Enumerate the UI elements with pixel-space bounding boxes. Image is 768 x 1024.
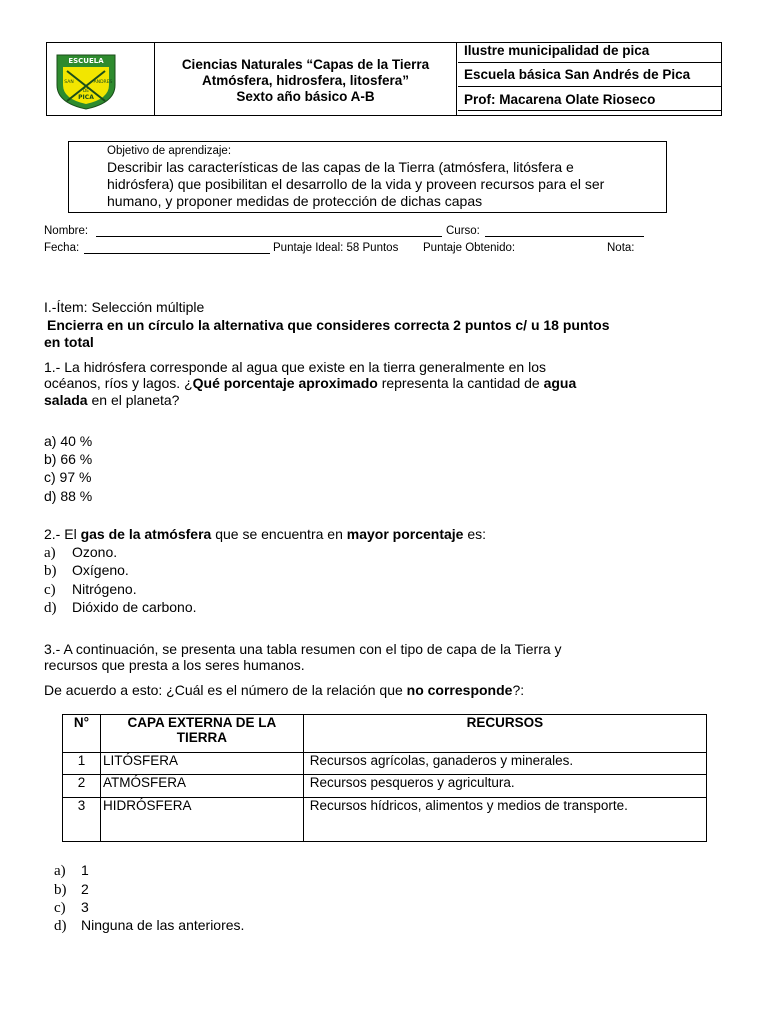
- q2-option-a[interactable]: a) Ozono.: [44, 544, 118, 561]
- header-table: [46, 42, 722, 116]
- school-rule-1: [458, 62, 722, 63]
- row-3-recursos: Recursos hídricos, alimentos y medios de transporte.: [303, 797, 706, 841]
- q1-line-2: océanos, ríos y lagos. ¿Qué porcentaje aproximado representa la cantidad de agua: [44, 375, 577, 391]
- nombre-field[interactable]: [96, 236, 442, 237]
- q2-option-c[interactable]: c) Nitrógeno.: [44, 581, 137, 598]
- row-3-number: 3: [63, 797, 101, 841]
- school-name-line: Escuela básica San Andrés de Pica: [464, 67, 691, 82]
- title-line-3: Sexto año básico A-B: [236, 89, 375, 104]
- q1-line-1: 1.- La hidrósfera corresponde al agua que existe en la tierra generalmente en los: [44, 359, 546, 375]
- objective-line-3: humano, y proponer medidas de protección de dichas capas: [107, 193, 483, 209]
- q2-option-b[interactable]: b) Oxígeno.: [44, 562, 129, 579]
- puntaje-ideal: Puntaje Ideal: 58 Puntos: [273, 242, 399, 254]
- row-1-capa: LITÓSFERA: [100, 753, 303, 775]
- fecha-label: Fecha:: [44, 242, 80, 254]
- row-3-capa: HIDRÓSFERA: [100, 797, 303, 841]
- section-instruction-1: Encierra en un círculo la alternativa que consideres correcta 2 puntos c/ u 18 puntos: [47, 317, 610, 333]
- row-2-number: 2: [63, 775, 101, 797]
- curso-label: Curso:: [446, 225, 480, 237]
- q1-option-a[interactable]: a) 40 %: [44, 433, 93, 449]
- objective-label: Objetivo de aprendizaje:: [107, 145, 232, 157]
- q3-option-b[interactable]: b) 2: [54, 881, 89, 898]
- municipality-line: Ilustre municipalidad de pica: [464, 43, 650, 58]
- school-rule-3: [458, 110, 722, 111]
- q3-option-c[interactable]: c) 3: [54, 899, 89, 916]
- q1-line-3: salada en el planeta?: [44, 392, 180, 408]
- logo-cell: [47, 43, 155, 115]
- q3-option-d[interactable]: d) Ninguna de las anteriores.: [54, 917, 245, 934]
- objective-line-2: hidrósfera) que posibilitan el desarrollo de la vida y proveen recursos para el ser: [107, 176, 605, 192]
- nombre-label: Nombre:: [44, 225, 89, 237]
- school-logo: [55, 53, 117, 111]
- row-2-recursos: Recursos pesqueros y agricultura.: [303, 775, 706, 797]
- title-cell: [155, 43, 457, 115]
- logo-bottom-text: PICA: [78, 94, 94, 101]
- relation-table: [62, 714, 707, 842]
- header-recursos: RECURSOS: [303, 715, 706, 753]
- q3-option-a[interactable]: a) 1: [54, 862, 89, 879]
- table-row: [63, 753, 707, 775]
- puntaje-obtenido-label: Puntaje Obtenido:: [423, 242, 516, 254]
- logo-de-text: DE: [82, 89, 90, 94]
- objective-line-1: Describir las características de las capas de la Tierra (atmósfera, litósfera e: [107, 159, 574, 175]
- table-row: [63, 775, 707, 797]
- nota-label: Nota:: [607, 242, 635, 254]
- q3-line-1: 3.- A continuación, se presenta una tabla resumen con el tipo de capa de la Tierra y: [44, 641, 562, 657]
- header-number: N°: [63, 715, 101, 753]
- q3-line-3: De acuerdo a esto: ¿Cuál es el número de la relación que no corresponde?:: [44, 682, 525, 698]
- table-header-row: [63, 715, 707, 753]
- fecha-field[interactable]: [84, 253, 270, 254]
- logo-right-text: ANDRES: [93, 80, 113, 85]
- curso-field[interactable]: [485, 236, 644, 237]
- title-line-2: Atmósfera, hidrosfera, litosfera”: [201, 73, 410, 88]
- section-title: I.-Ítem: Selección múltiple: [44, 299, 205, 315]
- title-line-1: Ciencias Naturales “Capas de la Tierra: [181, 57, 430, 72]
- q1-option-b[interactable]: b) 66 %: [44, 451, 93, 467]
- logo-top-text: ESCUELA: [68, 57, 104, 65]
- section-instruction-2: en total: [44, 334, 94, 350]
- logo-left-text: SAN: [64, 80, 74, 85]
- school-rule-2: [458, 86, 722, 87]
- row-2-capa: ATMÓSFERA: [100, 775, 303, 797]
- q3-line-2: recursos que presta a los seres humanos.: [44, 657, 305, 673]
- q2-option-d[interactable]: d) Dióxido de carbono.: [44, 599, 197, 616]
- row-1-recursos: Recursos agrícolas, ganaderos y minerales.: [303, 753, 706, 775]
- q2-question: 2.- El gas de la atmósfera que se encuentra en mayor porcentaje es:: [44, 526, 487, 542]
- row-1-number: 1: [63, 753, 101, 775]
- header-capa: CAPA EXTERNA DE LA TIERRA: [100, 715, 303, 753]
- q1-option-c[interactable]: c) 97 %: [44, 469, 92, 485]
- table-row: [63, 797, 707, 841]
- teacher-line: Prof: Macarena Olate Rioseco: [464, 92, 656, 107]
- q1-option-d[interactable]: d) 88 %: [44, 488, 93, 504]
- school-cell: [458, 43, 722, 115]
- objective-box: [68, 141, 667, 213]
